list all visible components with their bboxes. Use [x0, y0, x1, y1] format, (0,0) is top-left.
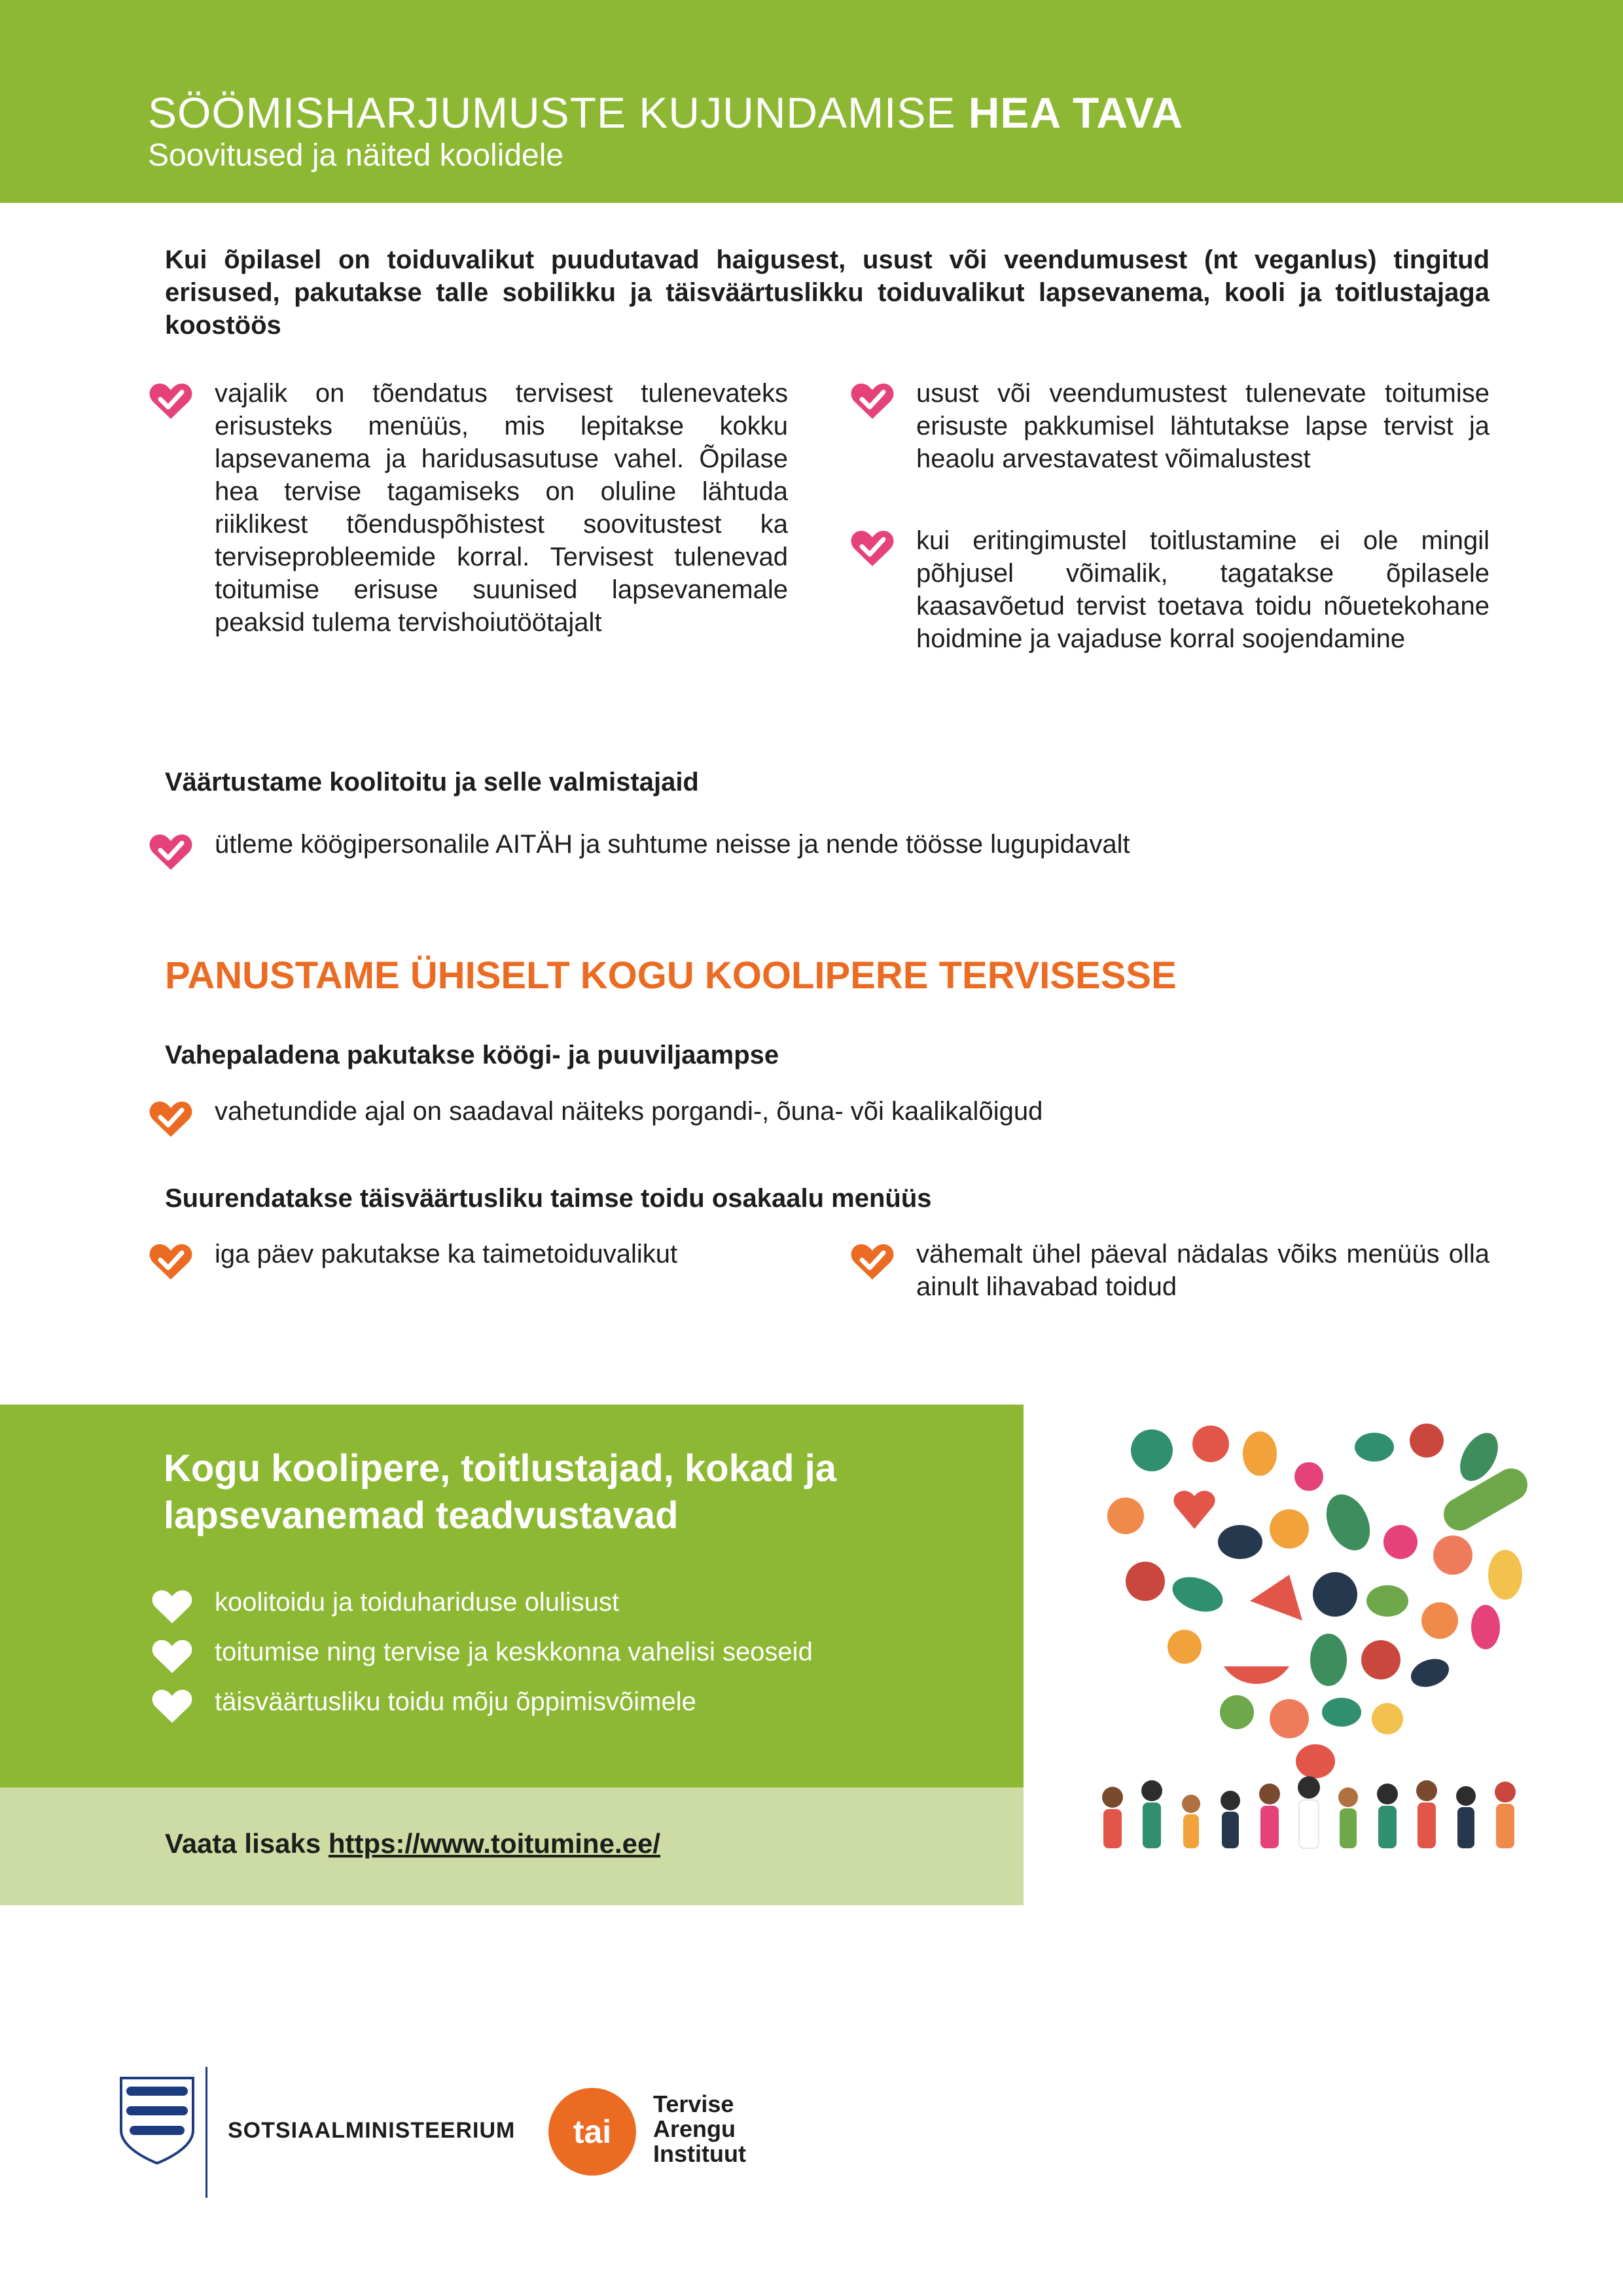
- tai-name: Tervise Arengu Instituut: [653, 2090, 746, 2167]
- intro-paragraph: Kui õpilasel on toiduvalikut puudutavad haigusest, usust või veendumusest (nt veganlus) tingitud erisused, pakutakse talle sobilikku ja täisväärtuslikku toiduvalikut lapsevanema, kooli ja toitlustajaga koostöös: [165, 245, 1489, 340]
- section-title-orange: PANUSTAME ÜHISELT KOGU KOOLIPERE TERVISESSE: [165, 954, 1177, 997]
- coat-of-arms-icon: [118, 2075, 196, 2166]
- list-item: koolitoidu ja toiduhariduse olulisust: [215, 1588, 619, 1617]
- section-heading: Vahepaladena pakutakse köögi- ja puuviljaampse: [165, 1041, 779, 1069]
- heart-check-icon: [849, 1242, 895, 1282]
- awareness-box: [0, 1405, 1024, 1787]
- heart-check-icon: [148, 832, 194, 872]
- list-item: iga päev pakutakse ka taimetoiduvalikut: [215, 1238, 677, 1270]
- list-item: toitumise ning tervise ja keskkonna vahelisi seoseid: [215, 1638, 813, 1667]
- heart-check-icon: [148, 381, 194, 422]
- list-item: usust või veendumustest tulenevate toitumise erisuste pakkumisel lähtutakse lapse tervist ja heaolu arvestavatest võimalustest: [916, 377, 1489, 475]
- list-item: kui eritingimustel toitlustamine ei ole mingil põhjusel võimalik, tagatakse õpilasele kaasavõetud tervist toetava toidu nõuetekohane hoidmine ja vajaduse korral soojendamine: [916, 524, 1489, 655]
- tai-logo-mark: tai: [573, 2113, 612, 2150]
- title-main: SÖÖMISHARJUMUSTE KUJUNDAMISE: [148, 88, 969, 137]
- header-banner: [0, 0, 1623, 203]
- section-heading: Väärtustame koolitoitu ja selle valmistajaid: [165, 768, 699, 797]
- logo-divider: [205, 2067, 207, 2198]
- heart-check-icon: [849, 381, 895, 422]
- heart-check-icon: [148, 1242, 194, 1282]
- section-heading: Suurendatakse täisväärtusliku taimse toidu osakaalu menüüs: [165, 1184, 932, 1213]
- awareness-heading: Kogu koolipere, toitlustajad, kokad ja lapsevanemad teadvustavad: [164, 1447, 837, 1537]
- list-item: vähemalt ühel päeval nädalas võiks menüüs olla ainult lihavabad toidud: [916, 1238, 1489, 1303]
- ministry-name: SOTSIAALMINISTEERIUM: [228, 2118, 516, 2143]
- page-subtitle: Soovitused ja näited koolidele: [148, 138, 564, 173]
- title-bold: HEA TAVA: [968, 88, 1183, 137]
- list-item: vajalik on tõendatus tervisest tulenevateks erisusteks menüüs, mis lepitakse kokku lapsevanema ja haridusasutuse vahel. Õpilase hea tervise tagamiseks on oluline lähtuda riiklikest tõenduspõhistest soovitustest ka terviseprobleemide korral. Tervisest tulenevad toitumise erisuse suunised lapsevanemale peaksid tulema tervishoiutöötajalt: [215, 377, 788, 639]
- link-box: [0, 1787, 1024, 1905]
- list-item: ütleme köögipersonalile AITÄH ja suhtume neisse ja nende töösse lugupidavalt: [215, 828, 1130, 861]
- heart-of-food: [1107, 1424, 1533, 1778]
- heart-check-icon: [148, 1099, 194, 1139]
- page-title: [148, 88, 1183, 137]
- people-group: [1102, 1776, 1516, 1848]
- heart-check-icon: [151, 1588, 194, 1626]
- list-item: vahetundide ajal on saadaval näiteks porgandi-, õuna- või kaalikalõigud: [215, 1095, 1043, 1128]
- food-heart-illustration: [1073, 1405, 1558, 1889]
- more-info-text: Vaata lisaks https://www.toitumine.ee/: [165, 1828, 660, 1859]
- heart-check-icon: [849, 528, 895, 569]
- heart-check-icon: [151, 1638, 194, 1676]
- toitumine-link[interactable]: https://www.toitumine.ee/: [328, 1828, 660, 1859]
- list-item: täisväärtusliku toidu mõju õppimisvõimele: [215, 1687, 696, 1717]
- tai-logo: [548, 2088, 636, 2176]
- heart-check-icon: [151, 1687, 194, 1725]
